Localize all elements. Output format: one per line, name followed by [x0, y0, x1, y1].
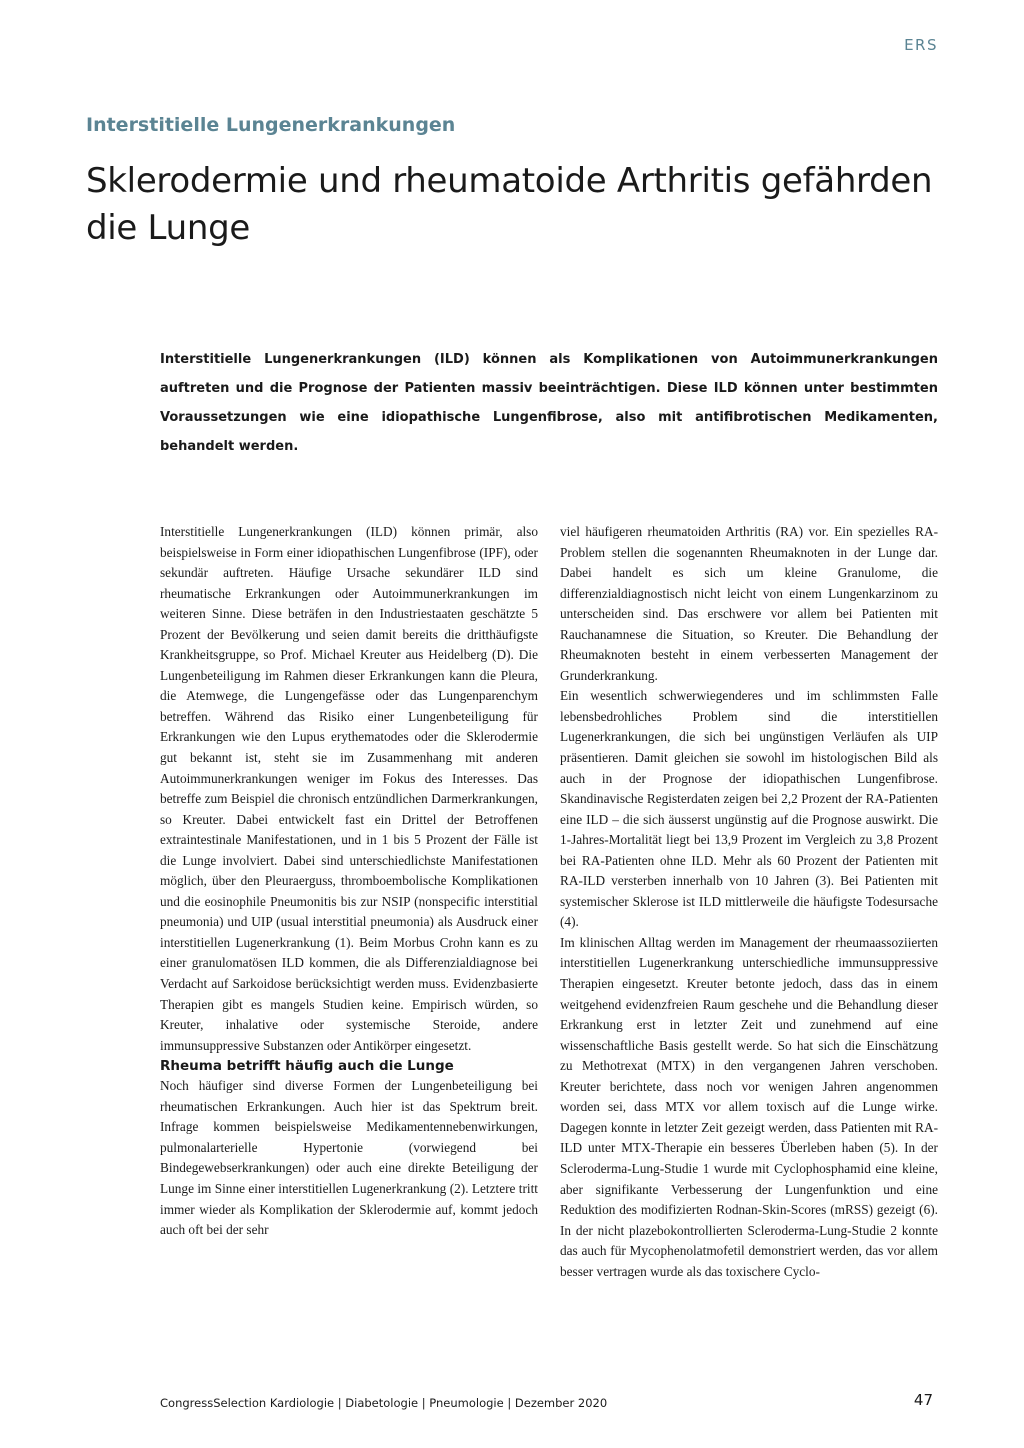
- body-paragraph: Im klinischen Alltag werden im Management der rheumaassoziierten interstitiellen Lugenerkrankung unterschiedliche immunsuppressive Therapien eingesetzt. Kreuter betonte jedoch, dass das in einem weitgehend evidenzfreien Raum geschehe und die Behandlung dieser Erkrankung erst in letzter Zeit und zunehmend auf eine wissenschaftliche Basis gestellt werde. So hat sich die Einschätzung zu Methotrexat (MTX) in den vergangenen Jahren verschoben. Kreuter berichtete, dass noch vor wenigen Jahren angenommen worden sei, dass MTX vor allem toxisch auf die Lunge wirke. Dagegen konnte in letzter Zeit gezeigt werden, dass Patienten mit RA-ILD unter MTX-Therapie ein besseres Überleben haben (5). In der Scleroderma-Lung-Studie 1 wurde mit Cyclophosphamid eine kleine, aber signifikante Verbesserung der Lungenfunktion und eine Reduktion des modifizierten Rodnan-Skin-Scores (mRSS) gezeigt (6). In der nicht plazebokontrollierten Scleroderma-Lung-Studie 2 konnte das auch für Mycophenolatmofetil demonstriert werden, das vor allem besser vertragen wurde als das toxischere Cyclo-: [560, 934, 938, 1279]
- article-lead: Interstitielle Lungenerkrankungen (ILD) können als Komplikationen von Autoimmunerkrankungen auftreten und die Prognose der Patienten massiv beeinträchtigen. Diese ILD können unter bestimmten Voraussetzungen wie eine idiopathische Lungenfibrose, also mit antifibrotischen Medikamenten, behandelt werden.: [160, 352, 938, 454]
- section-tag: ERS: [904, 36, 938, 54]
- right-column: [560, 522, 938, 1282]
- article-kicker: Interstitielle Lungenerkrankungen: [86, 114, 456, 136]
- body-paragraph: Interstitielle Lungenerkrankungen (ILD) können primär, also beispielsweise in Form einer idiopathischen Lungenfibrose (IPF), oder sekundär auftreten. Häufige Ursache sekundärer ILD sind rheumatische Erkrankungen oder Autoimmunerkrankungen im weiteren Sinne. Diese beträfen in den Industriestaaten geschätzte 5 Prozent der Bevölkerung und seien damit bereits die dritthäufigste Krankheitsgruppe, so Prof. Michael Kreuter aus Heidelberg (D). Die Lungenbeteiligung im Rahmen dieser Erkrankungen kann die Pleura, die Atemwege, die Lungengefässe oder das Lungenparenchym betreffen. Während das Risiko einer Lungenbeteiligung für Erkrankungen wie den Lupus erythematodes oder die Sklerodermie gut bekannt ist, steht sie im Zusammenhang mit anderen Autoimmunerkrankungen weniger im Fokus des Interesses. Das betreffe zum Beispiel die chronisch entzündlichen Darmerkrankungen, so Kreuter. Dabei entwickelt fast ein Drittel der Betroffenen extraintestinale Manifestationen, und in 1 bis 5 Prozent der Fälle ist die Lunge involviert. Dabei sind unterschiedlichste Manifestationen möglich, über den Pleuraerguss, thromboembolische Komplikationen und die eosinophile Pneumonitis bis zur NSIP (nonspecific interstitial pneumonia) und UIP (usual interstitial pneumonia) als Ausdruck einer interstitiellen Lugenerkrankung (1). Beim Morbus Crohn kann es zu einer granulomatösen ILD kommen, die als Differenzialdiagnose bei Verdacht auf Sarkoidose berücksichtigt werden muss. Evidenzbasierte Therapien gibt es mangels Studien keine. Empirisch würden, so Kreuter, inhalative oder systemische Steroide, andere immunsuppressive Substanzen oder Antikörper eingesetzt.: [160, 524, 538, 1053]
- article-title: Sklerodermie und rheumatoide Arthritis gefährden die Lunge: [86, 161, 933, 248]
- body-paragraph: Noch häufiger sind diverse Formen der Lungenbeteiligung bei rheumatischen Erkrankungen. Auch hier ist das Spektrum breit. Infrage kommen beispielsweise Medikamentennebenwirkungen, pulmonalarterielle Hypertonie (vorwiegend bei Bindegewebserkrankungen) oder auch eine direkte Beteiligung der Lunge im Sinne einer interstitiellen Lugenerkrankung (2). Letztere tritt immer wieder als Komplikation der Sklerodermie auf, kommt jedoch auch oft bei der sehr: [160, 1078, 538, 1238]
- body-paragraph: viel häufigeren rheumatoiden Arthritis (RA) vor. Ein spezielles RA-Problem stellen die sogenannten Rheumaknoten in der Lunge dar. Dabei handelt es sich um kleine Granulome, die differenzialdiagnostisch nicht leicht von einem Lungenkarzinom zu unterscheiden sind. Das erschwere vor allem bei Patienten mit Rauchanamnese die Situation, so Kreuter. Die Behandlung der Rheumaknoten besteht in einem verbesserten Management der Grunderkrankung.: [560, 524, 938, 683]
- left-column: [160, 522, 538, 1241]
- footer-publication: CongressSelection Kardiologie | Diabetologie | Pneumologie | Dezember 2020: [160, 1396, 608, 1410]
- section-subheading: Rheuma betrifft häufig auch die Lunge: [160, 1058, 454, 1075]
- page-number: 47: [913, 1391, 933, 1409]
- body-paragraph: Ein wesentlich schwerwiegenderes und im schlimmsten Falle lebensbedrohliches Problem sind die interstitiellen Lugenerkrankungen, die sich bei ungünstigen Verläufen als UIP präsentieren. Damit gleichen sie sowohl im histologischen Bild als auch in der Prognose der idiopathischen Lungenfibrose. Skandinavische Registerdaten zeigen bei 2,2 Prozent der RA-Patienten eine ILD – die sich äusserst ungünstig auf die Prognose auswirkt. Die 1-Jahres-Mortalität liegt bei 13,9 Prozent im Vergleich zu 3,8 Prozent bei RA-Patienten ohne ILD. Mehr als 60 Prozent der Patienten mit RA-ILD versterben innerhalb von 10 Jahren (3). Bei Patienten mit systemischer Sklerose ist ILD mittlerweile die häufigste Todesursache (4).: [560, 688, 938, 930]
